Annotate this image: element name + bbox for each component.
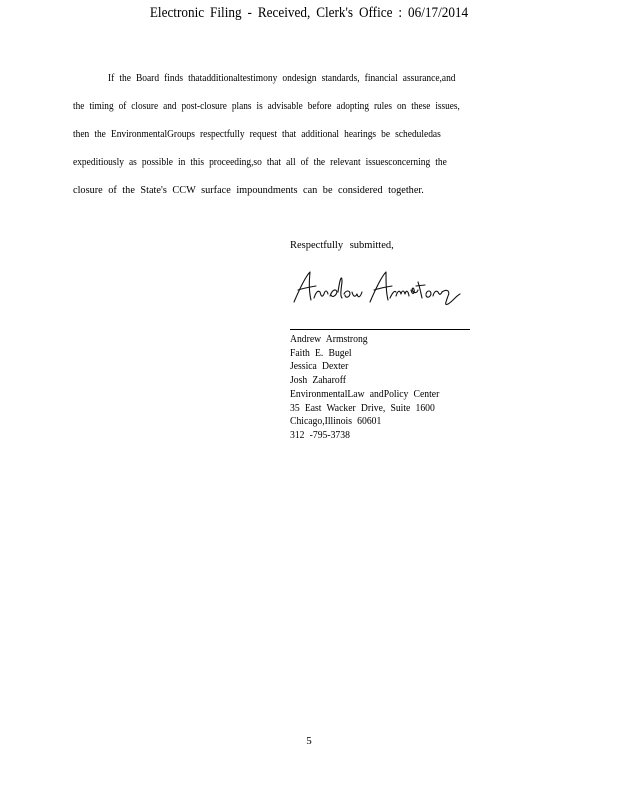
handwritten-signature [290,268,465,308]
body-text-line: then the EnvironmentalGroups respectfully request that additional hearings be scheduledas [73,129,441,140]
signer-name: Faith E. Bugel [290,347,352,359]
organization-name: EnvironmentalLaw andPolicy Center [290,388,440,400]
signer-name: Andrew Armstrong [290,334,368,345]
street-address: 35 East Wacker Drive, Suite 1600 [290,402,435,414]
body-text-line: closure of the State's CCW surface impoundments can be considered together. [73,185,424,196]
signature-block [290,333,452,443]
signer-name: Josh Zaharoff [290,375,346,387]
signer-name: Jessica Dexter [290,361,349,373]
phone-number: 312 -795-3738 [290,429,350,441]
signature-line [290,329,470,330]
city-state-zip: Chicago,Illinois 60601 [290,416,382,428]
body-text-line: expeditiously as possible in this proceeding,so that all of the relevant issuesconcerning the [73,157,447,168]
page-number: 5 [306,735,312,747]
filing-stamp-header: Electronic Filing - Received, Clerk's Office : 06/17/2014 [149,5,469,21]
body-text-line: the timing of closure and post-closure plans is advisable before adopting rules on these issues, [73,101,460,112]
closing-salutation: Respectfully submitted, [290,240,394,251]
body-text-line: If the Board finds thatadditionaltestimony ondesign standards, financial assurance,and [108,73,456,84]
